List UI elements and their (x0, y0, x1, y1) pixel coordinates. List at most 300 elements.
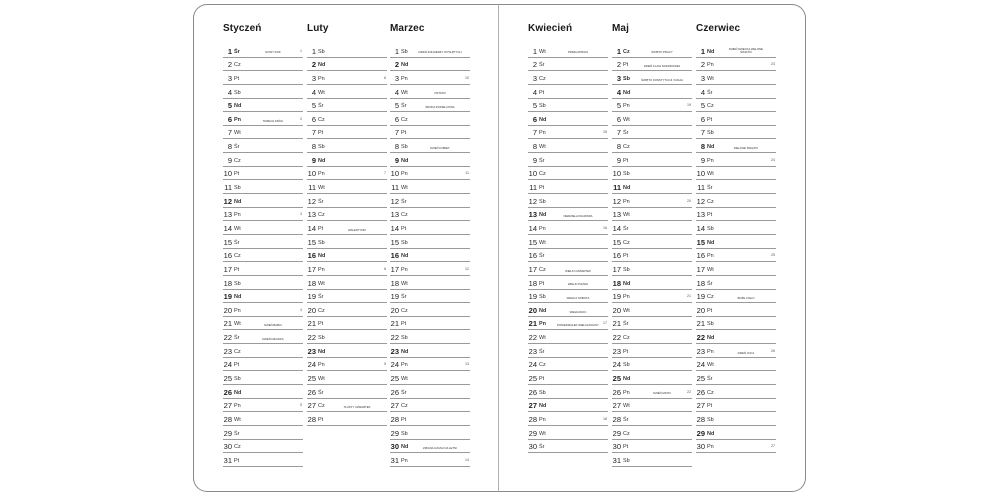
day-row (696, 276, 776, 290)
weekday-abbr: Pt (707, 116, 713, 123)
day-number: 27 (390, 401, 399, 411)
weekday-abbr: Wt (623, 307, 630, 314)
day-row (223, 276, 303, 290)
weekday-abbr: Nd (318, 253, 326, 260)
day-number: 29 (528, 428, 537, 438)
day-row (528, 426, 608, 440)
day-row (696, 358, 776, 372)
weekday-abbr: Śr (318, 103, 324, 110)
day-number: 27 (528, 401, 537, 411)
day-row (307, 344, 387, 358)
day-number: 23 (528, 346, 537, 356)
day-row (612, 139, 692, 153)
day-number: 12 (612, 196, 621, 206)
day-number: 29 (696, 428, 705, 438)
weekday-abbr: Sb (623, 457, 630, 464)
weekday-abbr: Sb (539, 198, 546, 205)
day-row (223, 167, 303, 181)
day-number: 6 (227, 114, 232, 124)
day-row (696, 290, 776, 304)
holiday-label: NOWY ROK (265, 50, 281, 55)
month-june (696, 22, 776, 453)
day-number: 5 (616, 101, 621, 111)
day-row (390, 99, 470, 113)
day-row (307, 262, 387, 276)
day-row (612, 85, 692, 99)
day-number: 23 (696, 346, 705, 356)
day-number: 15 (696, 237, 705, 247)
holiday-label: WIELKI CZWARTEK (565, 268, 591, 273)
weekday-abbr: Sb (539, 103, 546, 110)
weekday-abbr: Śr (401, 389, 407, 396)
weekday-abbr: Wt (707, 75, 714, 82)
day-row (223, 440, 303, 454)
day-number: 11 (224, 183, 232, 193)
weekday-abbr: Cz (623, 335, 630, 342)
day-number: 4 (616, 87, 621, 97)
weekday-abbr: Wt (318, 185, 325, 192)
holiday-label: PONIEDZIAŁEK WIELKANOCNY (557, 323, 599, 328)
weekday-abbr: Nd (539, 212, 547, 219)
day-number: 29 (223, 428, 232, 438)
weekday-abbr: Nd (401, 157, 409, 164)
weekday-abbr: Cz (234, 62, 241, 69)
day-row (223, 85, 303, 99)
weekday-abbr: Wt (401, 185, 408, 192)
day-row (390, 330, 470, 344)
day-number: 31 (612, 455, 621, 465)
day-number: 3 (700, 73, 705, 83)
day-number: 30 (696, 442, 705, 452)
day-row (307, 385, 387, 399)
day-number: 24 (223, 360, 232, 370)
week-number: 23 (771, 62, 775, 67)
day-row (223, 99, 303, 113)
day-number: 10 (612, 169, 621, 179)
day-number: 20 (390, 305, 399, 315)
weekday-abbr: Cz (539, 266, 546, 273)
weekday-abbr: Cz (539, 171, 546, 178)
weekday-abbr: Nd (234, 103, 242, 110)
day-number: 31 (223, 455, 232, 465)
day-row (696, 249, 776, 263)
day-number: 24 (528, 360, 537, 370)
day-number: 2 (700, 60, 705, 70)
day-row (528, 153, 608, 167)
weekday-abbr: Pn (707, 157, 714, 164)
week-number: 9 (384, 362, 386, 367)
weekday-abbr: Sb (707, 225, 714, 232)
day-row (307, 99, 387, 113)
day-number: 14 (390, 223, 399, 233)
week-number: 14 (465, 457, 469, 462)
weekday-abbr: Sb (707, 321, 714, 328)
weekday-abbr: Pt (234, 266, 240, 273)
day-row (528, 71, 608, 85)
day-number: 13 (390, 210, 399, 220)
weekday-abbr: Pt (707, 307, 713, 314)
day-number: 4 (700, 87, 705, 97)
day-number: 28 (696, 414, 705, 424)
weekday-abbr: Wt (539, 48, 546, 55)
weekday-abbr: Pt (707, 403, 713, 410)
day-row (528, 385, 608, 399)
day-row (612, 208, 692, 222)
weekday-abbr: Pn (401, 362, 408, 369)
day-number: 18 (390, 278, 399, 288)
weekday-abbr: Śr (539, 253, 545, 260)
weekday-abbr: Cz (707, 103, 714, 110)
day-row (307, 167, 387, 181)
weekday-abbr: Cz (318, 403, 325, 410)
day-number: 28 (528, 414, 537, 424)
weekday-abbr: Wt (318, 89, 325, 96)
day-row (696, 167, 776, 181)
day-row (390, 276, 470, 290)
weekday-abbr: Nd (234, 294, 242, 301)
day-number: 16 (223, 251, 232, 261)
weekday-abbr: Pn (623, 103, 630, 110)
day-number: 20 (696, 305, 705, 315)
week-number: 17 (603, 321, 607, 326)
weekday-abbr: Pt (318, 416, 324, 423)
weekday-abbr: Sb (234, 376, 241, 383)
day-number: 19 (696, 292, 705, 302)
weekday-abbr: Pn (234, 403, 241, 410)
day-row (612, 249, 692, 263)
week-number: 12 (465, 266, 469, 271)
weekday-abbr: Cz (539, 362, 546, 369)
day-number: 7 (394, 128, 399, 138)
day-number: 8 (616, 142, 621, 152)
weekday-abbr: Nd (318, 157, 326, 164)
day-number: 5 (311, 101, 316, 111)
day-row (528, 44, 608, 58)
weekday-abbr: Wt (234, 416, 241, 423)
weekday-abbr: Śr (234, 239, 240, 246)
day-row (696, 139, 776, 153)
day-number: 27 (696, 401, 705, 411)
weekday-abbr: Sb (318, 335, 325, 342)
weekday-abbr: Pn (539, 321, 547, 328)
weekday-abbr: Wt (707, 171, 714, 178)
day-row (612, 290, 692, 304)
day-number: 27 (307, 401, 316, 411)
day-row (696, 385, 776, 399)
holiday-label: WIELKANOC (569, 309, 587, 314)
week-number: 7 (384, 171, 386, 176)
weekday-abbr: Sb (623, 75, 631, 82)
day-row (307, 303, 387, 317)
day-row (528, 330, 608, 344)
weekday-abbr: Pn (623, 389, 630, 396)
weekday-abbr: Sb (707, 130, 714, 137)
day-number: 7 (227, 128, 232, 138)
weekday-abbr: Pn (318, 266, 325, 273)
weekday-abbr: Sb (234, 185, 241, 192)
day-number: 20 (528, 305, 537, 315)
weekday-abbr: Pt (401, 225, 407, 232)
weekday-abbr: Sb (401, 335, 408, 342)
day-number: 8 (311, 142, 316, 152)
day-number: 5 (532, 101, 537, 111)
day-number: 9 (311, 155, 316, 165)
day-number: 25 (696, 374, 705, 384)
weekday-abbr: Cz (623, 48, 630, 55)
day-row (612, 167, 692, 181)
weekday-abbr: Cz (401, 403, 408, 410)
day-number: 14 (528, 223, 537, 233)
weekday-abbr: Pn (234, 307, 241, 314)
day-row (223, 126, 303, 140)
day-row (307, 180, 387, 194)
day-number: 23 (612, 346, 621, 356)
weekday-abbr: Wt (539, 239, 546, 246)
holiday-label: DZIEŃ KOBIET (430, 145, 450, 150)
weekday-abbr: Pn (234, 116, 242, 123)
weekday-abbr: Śr (707, 185, 713, 192)
weekday-abbr: Nd (707, 335, 715, 342)
weekday-abbr: Nd (623, 185, 631, 192)
day-row (223, 426, 303, 440)
day-number: 6 (311, 114, 316, 124)
day-row (696, 426, 776, 440)
weekday-abbr: Sb (539, 389, 546, 396)
weekday-abbr: Pt (707, 212, 713, 219)
weekday-abbr: Śr (401, 294, 407, 301)
holiday-label: TŁUSTY CZWARTEK (343, 405, 371, 410)
day-number: 15 (612, 237, 621, 247)
day-number: 31 (390, 455, 399, 465)
day-row (307, 126, 387, 140)
weekday-abbr: Cz (401, 307, 408, 314)
day-row (528, 440, 608, 454)
day-row (612, 153, 692, 167)
day-row (390, 180, 470, 194)
day-row (696, 303, 776, 317)
day-row (528, 58, 608, 72)
weekday-abbr: Pt (623, 348, 629, 355)
day-number: 16 (612, 251, 621, 261)
month-title: Luty (307, 23, 329, 34)
day-row (223, 221, 303, 235)
day-number: 5 (227, 101, 232, 111)
weekday-abbr: Śr (234, 335, 240, 342)
holiday-label: NIEDZIELA PALMOWA (563, 214, 593, 219)
day-number: 26 (223, 387, 232, 397)
day-row (528, 112, 608, 126)
week-number: 24 (771, 157, 775, 162)
day-number: 21 (307, 319, 316, 329)
day-number: 17 (528, 264, 537, 274)
day-number: 21 (390, 319, 399, 329)
week-number: 1 (300, 48, 302, 53)
weekday-abbr: Cz (234, 444, 241, 451)
day-number: 15 (390, 237, 399, 247)
weekday-abbr: Wt (623, 212, 630, 219)
holiday-label: DZIEŃ DZIADKA (262, 336, 284, 341)
day-number: 11 (697, 183, 705, 193)
day-number: 12 (223, 196, 232, 206)
weekday-abbr: Wt (401, 280, 408, 287)
weekday-abbr: Cz (401, 116, 408, 123)
day-number: 19 (612, 292, 621, 302)
holiday-label: DZIEŃ FLAGI NARODOWEJ (643, 64, 681, 69)
day-number: 2 (227, 60, 232, 70)
day-number: 7 (532, 128, 537, 138)
day-number: 18 (528, 278, 537, 288)
month-title: Czerwiec (696, 23, 741, 34)
weekday-abbr: Pt (234, 75, 240, 82)
weekday-abbr: Wt (401, 376, 408, 383)
weekday-abbr: Śr (707, 89, 713, 96)
weekday-abbr: Pn (707, 62, 714, 69)
weekday-abbr: Wt (234, 130, 241, 137)
month-title: Styczeń (223, 23, 262, 34)
day-row (612, 180, 692, 194)
week-number: 27 (771, 444, 775, 449)
day-row (528, 221, 608, 235)
weekday-abbr: Nd (707, 430, 715, 437)
weekday-abbr: Sb (623, 362, 630, 369)
weekday-abbr: Pn (707, 348, 714, 355)
day-row (696, 194, 776, 208)
day-number: 18 (223, 278, 232, 288)
weekday-abbr: Cz (623, 239, 630, 246)
weekday-abbr: Sb (623, 171, 630, 178)
day-row (696, 44, 776, 58)
day-row (696, 208, 776, 222)
day-row (612, 58, 692, 72)
day-row (390, 249, 470, 263)
week-number: 10 (465, 75, 469, 80)
day-row (528, 235, 608, 249)
holiday-label: DZIEŃ ŻOŁNIERZY WYKLĘTYCH (418, 50, 462, 55)
day-row (307, 276, 387, 290)
day-row (528, 276, 608, 290)
day-row (223, 153, 303, 167)
day-number: 17 (223, 264, 232, 274)
day-row (390, 317, 470, 331)
day-row (696, 412, 776, 426)
weekday-abbr: Pt (623, 157, 629, 164)
day-number: 3 (394, 73, 399, 83)
day-number: 1 (311, 46, 316, 56)
weekday-abbr: Pn (539, 225, 546, 232)
day-number: 26 (528, 387, 537, 397)
day-row (223, 385, 303, 399)
day-number: 4 (394, 87, 399, 97)
week-number: 6 (384, 75, 386, 80)
day-number: 1 (394, 46, 399, 56)
day-row (612, 344, 692, 358)
weekday-abbr: Pt (401, 130, 407, 137)
day-number: 17 (390, 264, 399, 274)
day-row (390, 453, 470, 467)
week-number: 4 (300, 307, 302, 312)
day-number: 23 (390, 346, 399, 356)
week-number: 16 (603, 225, 607, 230)
weekday-abbr: Pn (318, 75, 325, 82)
day-number: 8 (700, 142, 705, 152)
weekday-abbr: Cz (707, 389, 714, 396)
day-number: 11 (391, 183, 399, 193)
day-number: 23 (223, 346, 232, 356)
weekday-abbr: Wt (623, 403, 630, 410)
holiday-label: DZIEŃ OJCA (737, 350, 755, 355)
day-row (307, 221, 387, 235)
day-row (696, 71, 776, 85)
weekday-abbr: Pn (401, 457, 408, 464)
weekday-abbr: Śr (318, 294, 324, 301)
weekday-abbr: Pt (539, 89, 545, 96)
day-number: 25 (390, 374, 399, 384)
weekday-abbr: Śr (234, 144, 240, 151)
day-row (390, 290, 470, 304)
day-row (307, 358, 387, 372)
weekday-abbr: Nd (234, 389, 242, 396)
day-row (612, 453, 692, 467)
day-row (223, 235, 303, 249)
day-number: 23 (307, 346, 316, 356)
month-february (307, 22, 387, 426)
weekday-abbr: Nd (234, 198, 242, 205)
weekday-abbr: Nd (539, 116, 547, 123)
day-number: 1 (227, 46, 232, 56)
weekday-abbr: Nd (539, 307, 547, 314)
weekday-abbr: Śr (401, 103, 407, 110)
day-number: 30 (223, 442, 232, 452)
weekday-abbr: Cz (623, 144, 630, 151)
day-number: 18 (612, 278, 621, 288)
day-row (696, 440, 776, 454)
day-row (696, 371, 776, 385)
weekday-abbr: Wt (539, 335, 546, 342)
day-number: 13 (307, 210, 316, 220)
week-number: 22 (687, 389, 691, 394)
day-number: 5 (394, 101, 399, 111)
weekday-abbr: Wt (234, 225, 241, 232)
weekday-abbr: Pt (539, 185, 545, 192)
holiday-label: DZIEŃ BABCI (264, 323, 282, 328)
week-number: 5 (300, 403, 302, 408)
day-row (390, 262, 470, 276)
day-number: 12 (696, 196, 705, 206)
day-row (307, 371, 387, 385)
day-row (612, 194, 692, 208)
day-number: 15 (307, 237, 316, 247)
weekday-abbr: Pt (234, 457, 240, 464)
weekday-abbr: Nd (318, 62, 326, 69)
day-row (223, 290, 303, 304)
day-row (390, 412, 470, 426)
day-row (307, 412, 387, 426)
day-number: 13 (528, 210, 537, 220)
weekday-abbr: Wt (234, 321, 241, 328)
weekday-abbr: Śr (623, 225, 629, 232)
day-number: 24 (612, 360, 621, 370)
day-row (307, 85, 387, 99)
day-number: 20 (307, 305, 316, 315)
day-row (612, 235, 692, 249)
day-row (223, 358, 303, 372)
weekday-abbr: Śr (539, 62, 545, 69)
weekday-abbr: Sb (318, 144, 325, 151)
day-row (390, 126, 470, 140)
day-number: 10 (223, 169, 232, 179)
day-row (612, 71, 692, 85)
weekday-abbr: Cz (318, 212, 325, 219)
